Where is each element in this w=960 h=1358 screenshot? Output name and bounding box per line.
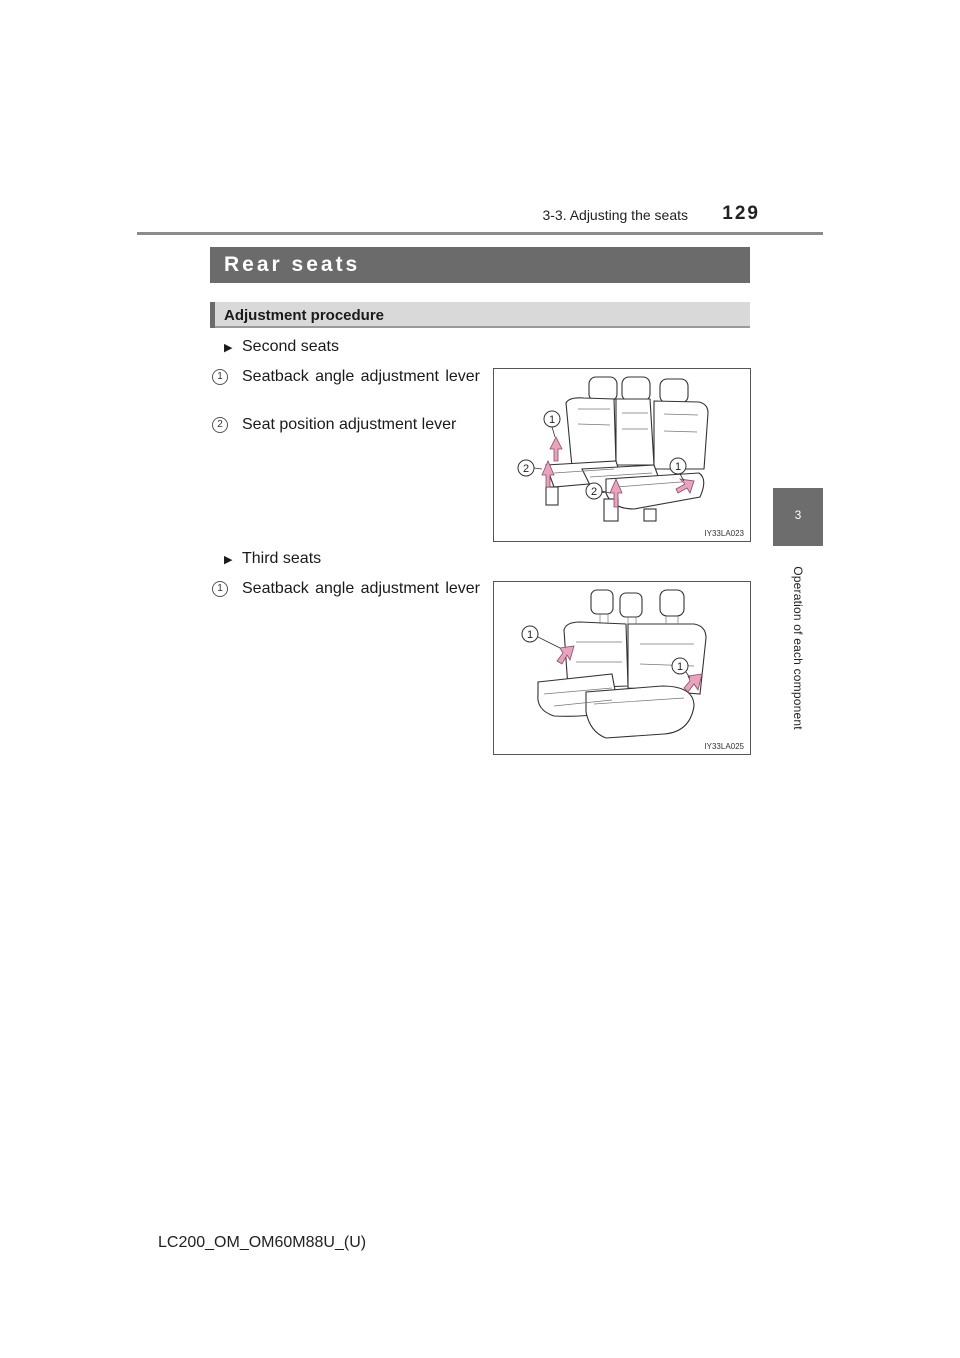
third-seats-heading-text: Third seats <box>242 550 322 567</box>
list-item-label-text: Seatback angle adjustment lever <box>242 368 480 385</box>
figure-callout: 1 <box>676 661 684 673</box>
list-item-label <box>242 366 480 388</box>
subsection-banner-accent <box>210 302 215 328</box>
figure-code: IY33LA025 <box>704 742 744 751</box>
chapter-tab-title: Operation of each component <box>791 566 805 730</box>
list-item-label <box>242 578 480 600</box>
page-number: 129 <box>722 203 760 224</box>
figure-callout: 1 <box>526 629 534 641</box>
list-item-label-text: Seatback angle adjustment lever <box>242 580 480 597</box>
callout-number: 1 <box>212 581 228 597</box>
subsection-title: Adjustment procedure <box>224 307 385 324</box>
section-banner <box>210 247 750 283</box>
footer-document-id: LC200_OM_OM60M88U_(U) <box>158 1234 367 1251</box>
figure-callout: 1 <box>674 461 682 473</box>
chapter-tab <box>773 488 823 546</box>
figure-callout: 1 <box>548 414 556 426</box>
section-title: Rear seats <box>224 253 361 276</box>
list-item-label: Seat position adjustment lever <box>242 416 457 433</box>
chapter-tab-number: 3 <box>794 508 802 522</box>
callout-number: 1 <box>212 369 228 385</box>
third-seats-figure <box>493 581 751 755</box>
third-row-seats-illustration <box>494 582 750 754</box>
second-seats-heading-text: Second seats <box>242 338 339 355</box>
running-header-section: 3-3. Adjusting the seats <box>542 207 688 223</box>
figure-code: IY33LA023 <box>704 529 744 538</box>
callout-number: 2 <box>212 417 228 433</box>
header-divider <box>137 232 823 235</box>
triangle-bullet-icon: ▶ <box>224 554 233 566</box>
chapter-tab-title-container <box>773 546 823 751</box>
triangle-bullet-icon: ▶ <box>224 342 233 354</box>
figure-callout: 2 <box>522 463 530 475</box>
second-seats-figure <box>493 368 751 542</box>
second-row-seats-illustration <box>494 369 750 541</box>
figure-callout: 2 <box>590 486 598 498</box>
subsection-banner <box>210 302 750 328</box>
